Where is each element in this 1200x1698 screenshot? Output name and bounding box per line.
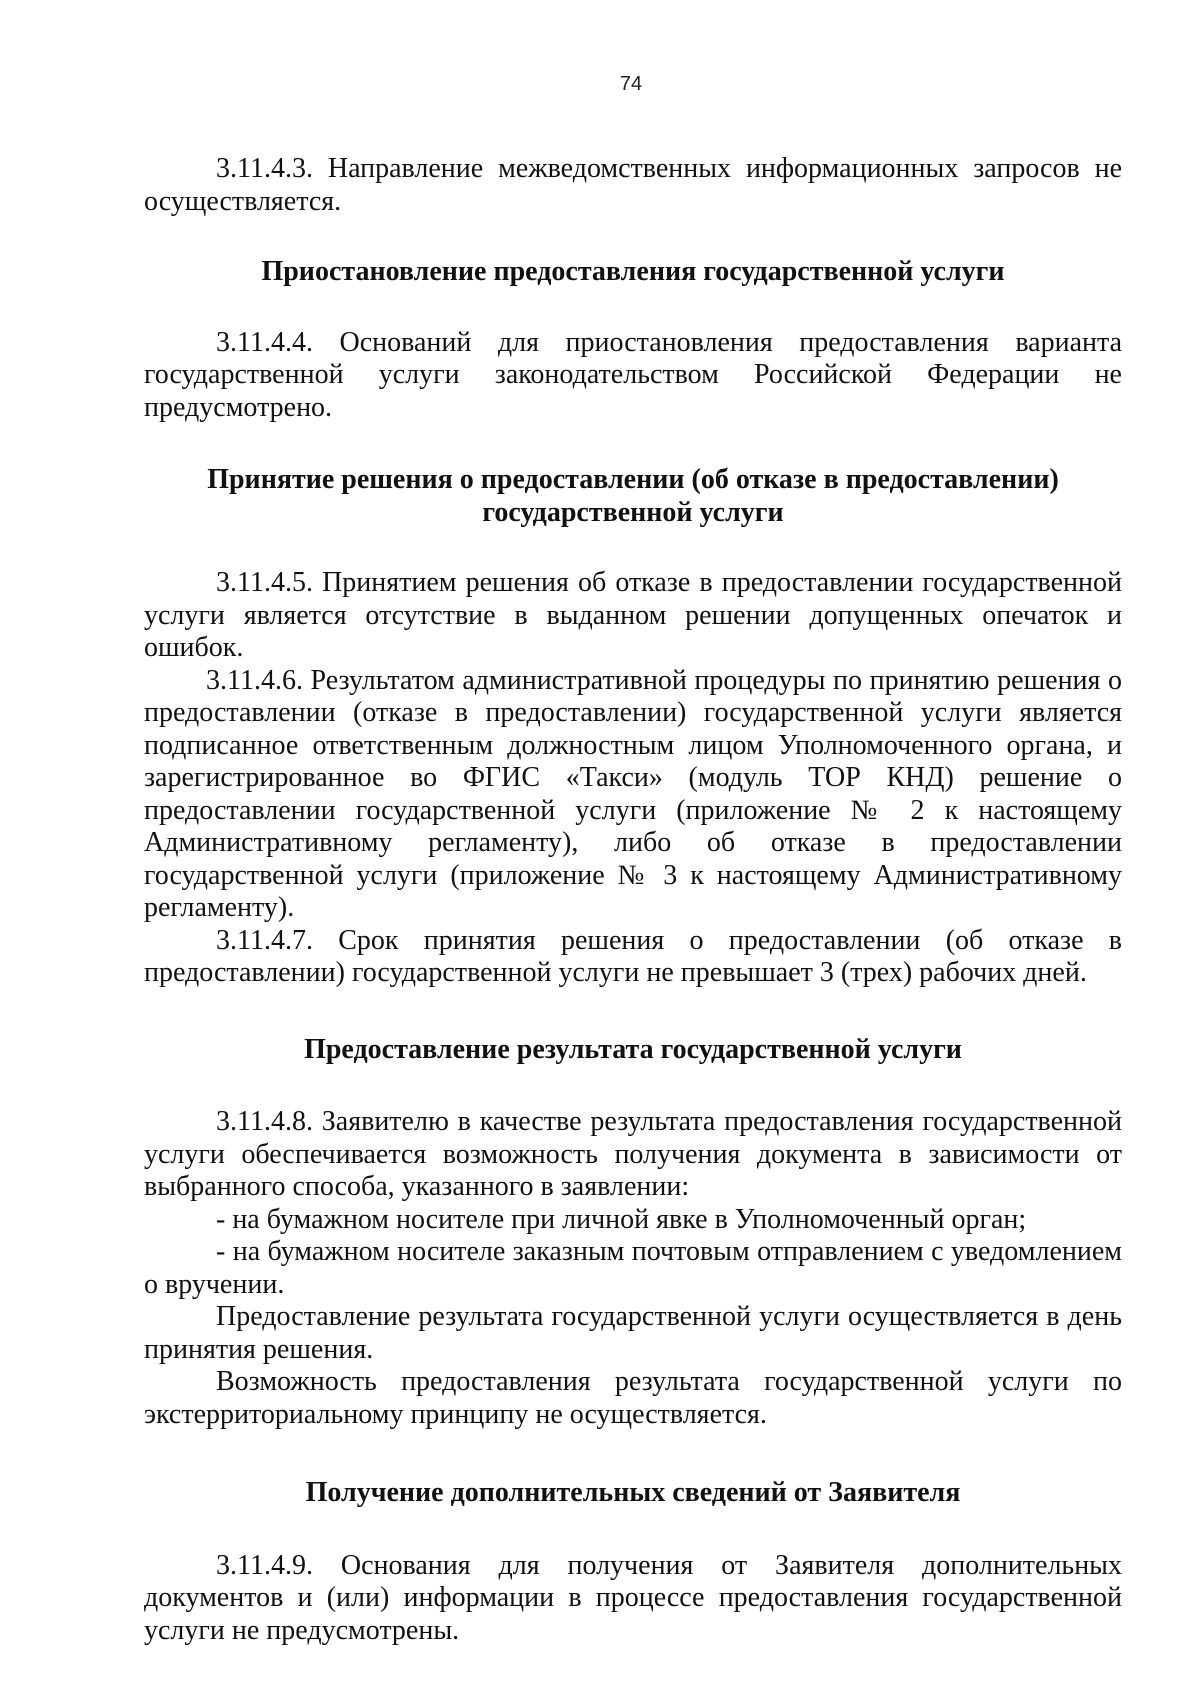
heading-result-delivery: Предоставление результата государственной услуги bbox=[304, 1033, 962, 1065]
heading-suspension: Приостановление предоставления государственной услуги bbox=[261, 256, 1005, 287]
paragraph-3-11-4-6: 3.11.4.6. Результатом административной процедуры по принятию решения о предоставлении (отказе в предоставлении) государственной услуги является подписанное ответственным должностным лицом Уполномоченного органа, и зарегистрированное во ФГИС «Такси» (модуль ТОР КНД) решение о предоставлении государственной услуги (приложение № 2 к настоящему Административному регламенту), либо об отказе в предоставлении государственной услуги (приложение № 3 к настоящему Административному регламенту). bbox=[144, 664, 1122, 923]
heading-decision: Принятие решения о предоставлении (об отказе в предоставлении) государственной услуги bbox=[207, 464, 1059, 528]
paragraph-3-11-4-4: 3.11.4.4. Оснований для приостановления предоставления варианта государственной услуги законодательством Российской Федерации не предусмотрено. bbox=[144, 326, 1122, 423]
paragraph-3-11-4-9: 3.11.4.9. Основания для получения от Заявителя дополнительных документов и (или) информации в процессе предоставления государственной услуги не предусмотрены. bbox=[144, 1549, 1122, 1646]
list-item-paper-in-person: - на бумажном носителе при личной явке в Уполномоченный орган; bbox=[216, 1203, 1027, 1235]
heading-additional-info: Получение дополнительных сведений от Заявителя bbox=[305, 1477, 961, 1508]
paragraph-3-11-4-5: 3.11.4.5. Принятием решения об отказе в предоставлении государственной услуги является отсутствие в выданном решении допущенных опечаток и ошибок. bbox=[144, 567, 1122, 663]
document-body bbox=[144, 153, 1122, 1647]
paragraph-3-11-4-7: 3.11.4.7. Срок принятия решения о предоставлении (об отказе в предоставлении) государственной услуги не превышает 3 (трех) рабочих дней. bbox=[144, 924, 1122, 988]
paragraph-3-11-4-3: 3.11.4.3. Направление межведомственных информационных запросов не осуществляется. bbox=[144, 153, 1122, 217]
paragraph-extraterritorial: Возможность предоставления результата государственной услуги по экстерриториальному принципу не осуществляется. bbox=[144, 1366, 1122, 1430]
paragraph-result-same-day: Предоставление результата государственной услуги осуществляется в день принятия решения. bbox=[144, 1301, 1122, 1365]
paragraph-3-11-4-8: 3.11.4.8. Заявителю в качестве результата предоставления государственной услуги обеспечивается возможность получения документа в зависимости от выбранного способа, указанного в заявлении: bbox=[144, 1106, 1122, 1202]
page-number: 74 bbox=[619, 73, 643, 95]
list-item-paper-by-mail: - на бумажном носителе заказным почтовым отправлением с уведомлением о вручении. bbox=[144, 1236, 1122, 1300]
